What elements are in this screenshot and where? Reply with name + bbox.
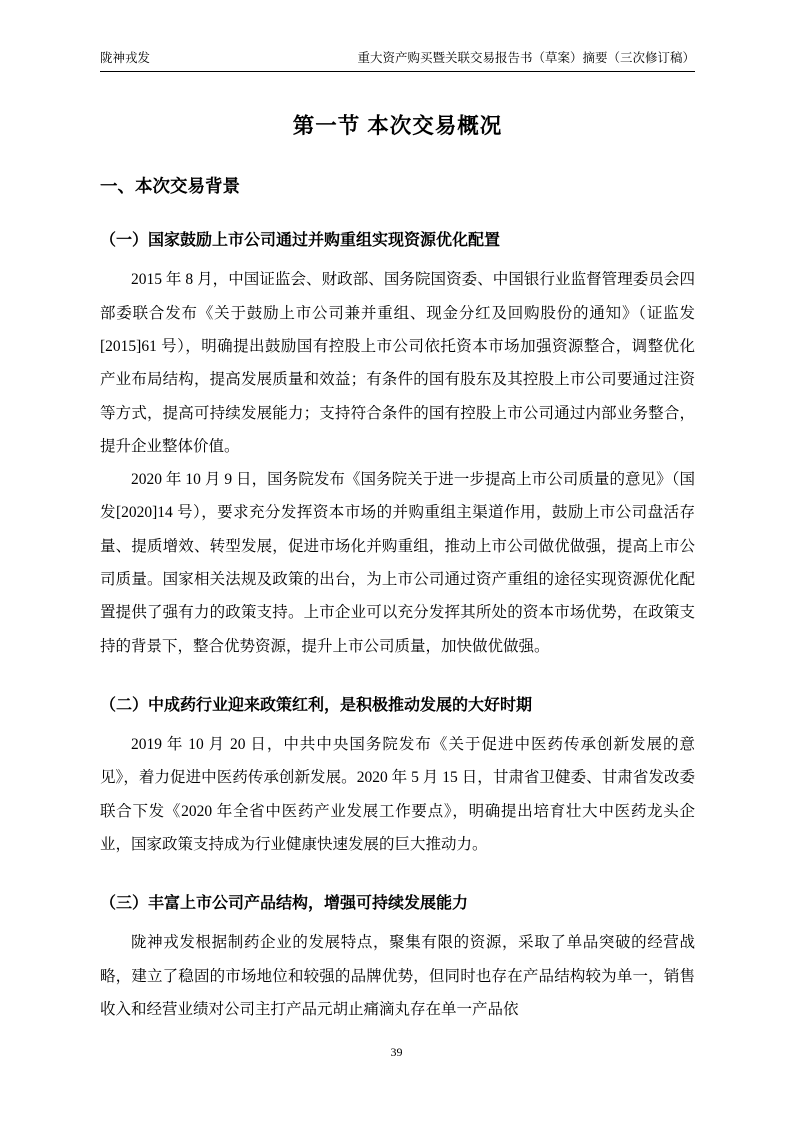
paragraph-tcm-policy: 2019 年 10 月 20 日，中共中央国务院发布《关于促进中医药传承创新发展的意见》，着力促进中医药传承创新发展。2020 年 5 月 15 日，甘肃省卫健委、甘肃省发改委联合下发《2020 年全省中医药产业发展工作要点》，明确提出培育壮大中医药龙头企业，国家政策支持成为行业健康快速发展的巨大推动力。	[100, 736, 695, 853]
page-number: 39	[390, 1045, 403, 1059]
page-header	[100, 50, 695, 72]
subsection-heading-2: （二）中成药行业迎来政策红利，是积极推动发展的大好时期	[100, 697, 533, 714]
paragraph-policy-2020: 2020 年 10 月 9 日，国务院发布《国务院关于进一步提高上市公司质量的意见》（国发[2020]14 号），要求充分发挥资本市场的并购重组主渠道作用，鼓励上市公司盘活存量、提质增效、转型发展，促进市场化并购重组，推动上市公司做优做强，提高上市公司质量。国家相关法规及政策的出台，为上市公司通过资产重组的途径实现资源优化配置提供了强有力的政策支持。上市企业可以充分发挥其所处的资本市场优势，在政策支持的背景下，整合优势资源，提升上市公司质量，加快做优做强。	[100, 471, 695, 655]
subsection-heading-1: （一）国家鼓励上市公司通过并购重组实现资源优化配置	[100, 232, 501, 250]
header-document-title: 重大资产购买暨关联交易报告书（草案）摘要（三次修订稿）	[357, 51, 695, 65]
paragraph-policy-2015: 2015 年 8 月，中国证监会、财政部、国务院国资委、中国银行业监督管理委员会四部委联合发布《关于鼓励上市公司兼并重组、现金分红及回购股份的通知》（证监发[2015]61 号），明确提出鼓励国有控股上市公司依托资本市场加强资源整合，调整优化产业布局结构，提高发展质量和效益；有条件的国有股东及其控股上市公司要通过注资等方式，提高可持续发展能力；支持符合条件的国有控股上市公司通过内部业务整合，提升企业整体价值。	[100, 271, 695, 455]
chapter-title: 第一节 本次交易概况	[292, 114, 503, 139]
paragraph-product-structure: 陇神戎发根据制药企业的发展特点，聚集有限的资源，采取了单品突破的经营战略，建立了稳固的市场地位和较强的品牌优势，但同时也存在产品结构较为单一，销售收入和经营业绩对公司主打产品元胡止痛滴丸存在单一产品依	[100, 934, 695, 1018]
subsection-heading-3: （三）丰富上市公司产品结构，增强可持续发展能力	[100, 895, 469, 913]
header-company-name: 陇神戎发	[100, 51, 151, 65]
section-heading-background: 一、本次交易背景	[100, 176, 240, 197]
page-footer	[0, 1045, 793, 1060]
